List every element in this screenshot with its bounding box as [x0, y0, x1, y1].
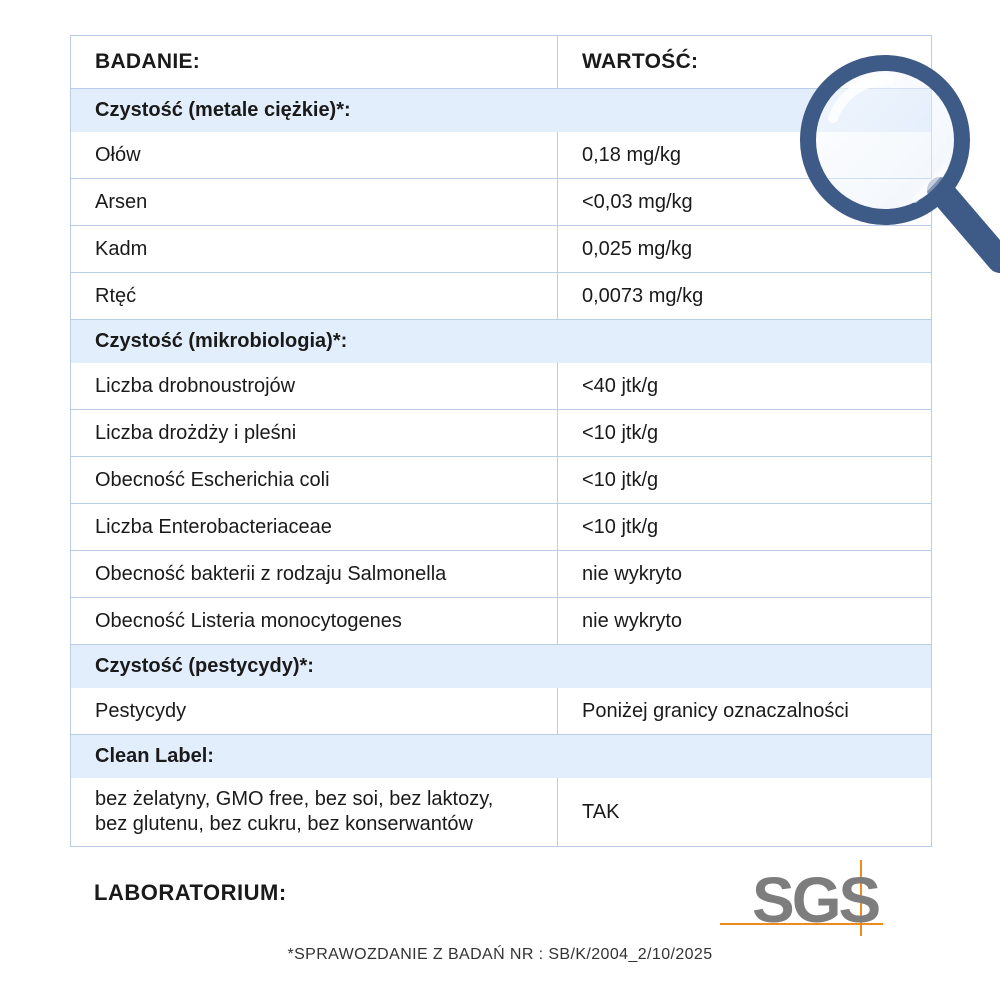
row-name: Obecność bakterii z rodzaju Salmonella	[71, 551, 558, 597]
section-title: Czystość (mikrobiologia)*:	[95, 330, 348, 352]
row-name: Liczba drożdży i pleśni	[71, 410, 558, 456]
row-name: Obecność Listeria monocytogenes	[71, 598, 558, 644]
row-name	[71, 778, 558, 846]
section-title: Czystość (metale ciężkie)*:	[95, 99, 351, 121]
row-value: 0,025 mg/kg	[582, 237, 693, 260]
table-row	[71, 457, 931, 504]
table-row	[71, 598, 931, 645]
section-clean-label	[71, 735, 931, 778]
section-title: Czystość (pestycydy)*:	[95, 655, 314, 677]
row-name: Obecność Escherichia coli	[71, 457, 558, 503]
section-pesticides	[71, 645, 931, 688]
row-name-line-1: bez żelatyny, GMO free, bez soi, bez laktozy,	[95, 788, 494, 810]
row-name: Rtęć	[71, 273, 558, 319]
row-value: 0,18 mg/kg	[582, 143, 681, 166]
row-name: Pestycydy	[71, 688, 558, 734]
section-title: Clean Label:	[95, 745, 214, 767]
table-row	[71, 410, 931, 457]
table-row	[71, 778, 931, 846]
row-value: nie wykryto	[582, 562, 683, 585]
row-name: Kadm	[71, 226, 558, 272]
report-footnote: *SPRAWOZDANIE Z BADAŃ NR : SB/K/2004_2/10/2025	[287, 946, 713, 963]
row-name: Arsen	[71, 179, 558, 225]
header-wartosc: WARTOŚĆ:	[582, 50, 699, 73]
table-row	[71, 688, 931, 735]
row-value: <0,03 mg/kg	[582, 190, 693, 213]
table-row	[71, 504, 931, 551]
laboratory-label: LABORATORIUM:	[94, 880, 287, 905]
row-name: Liczba Enterobacteriaceae	[71, 504, 558, 550]
table-row	[71, 551, 931, 598]
row-value: <10 jtk/g	[582, 515, 659, 538]
sgs-logo	[720, 858, 885, 938]
row-name-line-2: bez glutenu, bez cukru, bez konserwantów	[95, 813, 473, 835]
row-value: <10 jtk/g	[582, 468, 659, 491]
table-row	[71, 363, 931, 410]
row-value: 0,0073 mg/kg	[582, 284, 704, 307]
magnifying-glass-icon	[795, 50, 1000, 280]
row-value: nie wykryto	[582, 609, 683, 632]
row-value: <40 jtk/g	[582, 374, 659, 397]
row-value: <10 jtk/g	[582, 421, 659, 444]
row-value: TAK	[582, 800, 620, 823]
row-name: Ołów	[71, 132, 558, 178]
header-badanie: BADANIE:	[71, 36, 558, 88]
row-value: Poniżej granicy oznaczalności	[582, 699, 849, 722]
sgs-logo-text: SGS	[752, 864, 879, 936]
section-microbiology	[71, 320, 931, 363]
row-name: Liczba drobnoustrojów	[71, 363, 558, 409]
table-row	[71, 273, 931, 320]
